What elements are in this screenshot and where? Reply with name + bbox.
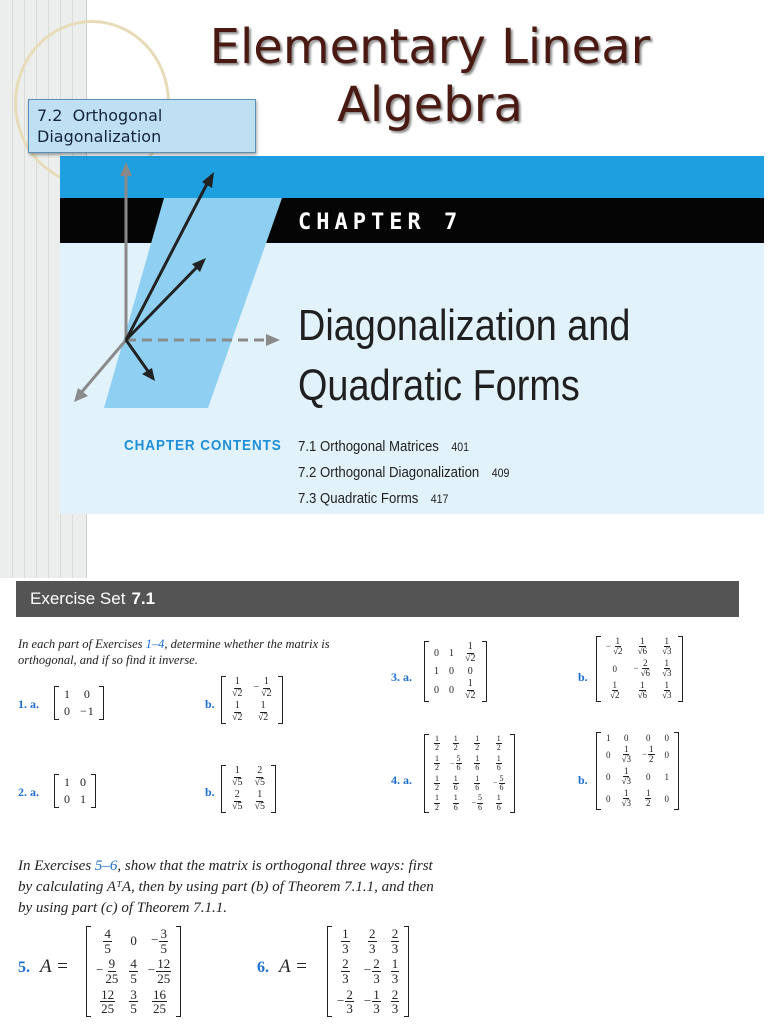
matrix-cell: $\frac{1}{3}$ <box>391 956 399 986</box>
matrix-cell: $\frac{2}{3}$ <box>391 986 399 1017</box>
matrix-cell: 0 <box>64 792 70 806</box>
toc-item[interactable] <box>298 464 509 481</box>
matrix-cell: $\frac{1}{2}$ <box>435 734 439 753</box>
matrix-cell: $\frac{3}{5}$ <box>130 986 137 1017</box>
matrix-cell: $\frac{1}{√2}$ <box>257 700 269 723</box>
margin-stripe <box>12 0 13 578</box>
exercise-label: 1. a. <box>18 697 39 711</box>
section-number: 7.2 <box>37 106 63 125</box>
matrix-cell: $\frac{1}{√3}$ <box>662 636 672 657</box>
matrix-cell: − $\frac{5}{6}$ <box>450 753 461 773</box>
right-bracket <box>176 926 181 1017</box>
exercise-label: 2. a. <box>18 785 39 799</box>
matrix-cell: 1 <box>449 647 454 659</box>
matrix-ex2a <box>54 774 96 808</box>
matrix-cell: 1 <box>64 775 70 789</box>
instruction-text: , show that the matrix is orthogonal three ways: first <box>117 858 433 874</box>
right-bracket <box>678 636 683 702</box>
chapter-title-line2: Quadratic Forms <box>298 361 580 410</box>
section-name-line2: Diagonalization <box>37 127 162 146</box>
matrix-cell: 1 <box>434 666 439 677</box>
matrix-cell: $\frac{16}{25}$ <box>153 986 167 1017</box>
equation-lhs: A = <box>279 956 308 977</box>
matrix-cell: $\frac{1}{√3}$ <box>621 765 631 787</box>
equation-ex6 <box>257 956 308 978</box>
right-bracket <box>674 732 679 810</box>
matrix-cell: 0 <box>664 793 670 804</box>
matrix-cell: $\frac{1}{2}$ <box>453 734 458 753</box>
matrix-cell: 1 <box>64 687 70 701</box>
toc-item-page: 401 <box>451 440 469 454</box>
matrix-cell: $\frac{1}{6}$ <box>475 753 480 773</box>
instruction-text: by calculating AᵀA, then by using part (b) of Theorem 7.1.1, and then <box>18 879 434 895</box>
matrix-cell: 1 <box>80 792 86 806</box>
matrix-cell: $\frac{2}{3}$ <box>391 926 399 956</box>
matrix-cell: 0 <box>467 666 473 677</box>
matrix-cell: $\frac{1}{2}$ <box>435 753 439 773</box>
matrix-cell: 0 <box>645 733 651 743</box>
matrix-ex5 <box>86 926 181 1017</box>
matrix-cell: $\frac{1}{√2}$ <box>232 676 243 699</box>
toc-item-page: 417 <box>430 492 449 506</box>
right-bracket <box>404 926 409 1017</box>
matrix-ex1b <box>221 676 283 724</box>
toc-item[interactable] <box>298 438 469 455</box>
matrix-cell: − $\frac{5}{6}$ <box>471 793 483 812</box>
matrix-cell: 0 <box>449 684 454 696</box>
matrix-cell: $\frac{4}{5}$ <box>130 956 137 986</box>
matrix-cell: $\frac{1}{√6}$ <box>637 636 648 657</box>
matrix-cell: 0 <box>434 647 439 659</box>
matrix-cell: 0 <box>612 663 618 674</box>
matrix-cell: $\frac{1}{√3}$ <box>621 744 631 765</box>
matrix-cell: − $\frac{5}{6}$ <box>493 773 504 792</box>
matrix-cell: $\frac{1}{6}$ <box>453 773 458 792</box>
matrix-cell: − $\frac{2}{√6}$ <box>633 657 651 679</box>
exercise-range-link[interactable]: 1–4 <box>145 637 165 651</box>
matrix-cell: $\frac{1}{√2}$ <box>232 700 243 723</box>
matrix-cell: $\frac{1}{2}$ <box>475 734 480 753</box>
chapter-contents-label: CHAPTER CONTENTS <box>124 437 282 454</box>
section-name-line1: Orthogonal <box>72 106 163 125</box>
exercise-label: 6. <box>257 959 269 976</box>
matrix-cell: $\frac{1}{√6}$ <box>637 679 648 701</box>
matrix-cell: $\frac{1}{6}$ <box>475 773 480 792</box>
right-bracket <box>482 641 487 702</box>
right-bracket <box>510 734 515 813</box>
axis-arrowhead <box>266 334 280 346</box>
exercise-label: b. <box>205 697 215 711</box>
matrix-cell: − $\frac{1}{2}$ <box>641 744 654 765</box>
matrix-cell: $\frac{1}{3}$ <box>342 926 349 956</box>
matrix-cell: $\frac{1}{6}$ <box>453 793 458 812</box>
chapter-title <box>298 296 630 416</box>
matrix-ex1a <box>54 686 104 720</box>
exercise-instruction-1 <box>18 636 330 668</box>
toc-item-title: Orthogonal Diagonalization <box>320 464 480 481</box>
toc-item-title: Orthogonal Matrices <box>320 438 439 455</box>
matrix-cell: 1 <box>606 733 611 743</box>
matrix-cell: 0 <box>664 733 670 743</box>
exercise-label: 5. <box>18 959 30 976</box>
matrix-cell: 0 <box>130 933 137 949</box>
matrix-cell: − $\frac{12}{25}$ <box>147 956 171 986</box>
instruction-text: In each part of Exercises <box>18 637 146 651</box>
matrix-cell: 0 <box>449 666 454 677</box>
matrix-cell: $\frac{1}{2}$ <box>496 734 501 753</box>
matrix-cell: − $\frac{2}{3}$ <box>337 986 353 1017</box>
matrix-cell: $\frac{4}{5}$ <box>104 926 111 956</box>
matrix-cell: $\frac{1}{2}$ <box>645 787 651 809</box>
axis-arrowhead <box>120 162 132 176</box>
matrix-cell: $\frac{12}{25}$ <box>101 986 115 1017</box>
right-bracket <box>99 686 104 720</box>
matrix-cell: $\frac{2}{3}$ <box>369 926 376 956</box>
instruction-text: In Exercises <box>18 858 95 874</box>
matrix-cell: $\frac{1}{6}$ <box>496 793 501 812</box>
exercise-label: b. <box>205 785 215 799</box>
exercise-instruction-2 <box>18 856 434 919</box>
matrix-cell: $\frac{1}{√2}$ <box>465 641 476 664</box>
matrix-cell: 1 <box>664 771 670 782</box>
matrix-cell: $\frac{2}{√5}$ <box>232 789 243 812</box>
section-label-box <box>28 99 256 153</box>
matrix-cell: $\frac{1}{2}$ <box>435 773 439 792</box>
matrix-cell: $\frac{1}{√3}$ <box>621 787 631 809</box>
matrix-ex2b <box>221 765 276 813</box>
matrix-cell: 0 <box>606 749 611 760</box>
matrix-cell: 0 <box>645 771 651 782</box>
matrix-cell: $\frac{1}{√3}$ <box>662 657 672 679</box>
exercise-label: 4. a. <box>391 773 412 787</box>
matrix-cell: 0 <box>606 771 611 782</box>
instruction-text: , determine whether the matrix is <box>164 637 330 651</box>
matrix-cell: 0 <box>623 733 629 743</box>
matrix-cell: − $\frac{3}{5}$ <box>151 926 167 956</box>
exercise-set-header <box>16 581 739 617</box>
matrix-cell: $\frac{1}{√3}$ <box>662 679 672 701</box>
matrix-cell: − $\frac{9}{25}$ <box>96 956 119 986</box>
right-bracket <box>278 676 283 724</box>
right-bracket <box>271 765 276 813</box>
matrix-cell: $\frac{2}{3}$ <box>342 956 349 986</box>
matrix-cell: 0 <box>83 687 90 701</box>
matrix-ex3a <box>424 641 487 702</box>
matrix-ex4a <box>424 734 515 813</box>
matrix-ex4b <box>596 732 679 810</box>
matrix-cell: $\frac{1}{√2}$ <box>610 679 620 701</box>
toc-item-number: 7.1 <box>298 438 317 455</box>
exercise-label: 3. a. <box>391 670 412 684</box>
instruction-text: by using part (c) of Theorem 7.1.1. <box>18 900 228 916</box>
matrix-cell: 0 <box>606 793 611 804</box>
matrix-cell: −1 <box>80 704 94 718</box>
right-bracket <box>91 774 96 808</box>
matrix-cell: $\frac{1}{2}$ <box>435 793 439 812</box>
chapter-title-line1: Diagonalization and <box>298 301 631 350</box>
matrix-cell: 0 <box>80 775 86 789</box>
instruction-text: orthogonal, and if so find it inverse. <box>18 653 198 667</box>
axis-arrowhead <box>74 388 88 402</box>
plane-shape <box>104 198 282 408</box>
matrix-cell: − $\frac{1}{√2}$ <box>253 676 272 699</box>
chapter-heading: CHAPTER 7 <box>298 210 463 235</box>
equation-lhs: A = <box>40 956 69 977</box>
slide-title-line2: Algebra <box>337 77 523 133</box>
toc-item-number: 7.2 <box>298 464 317 481</box>
vector-arrowhead <box>202 172 214 188</box>
matrix-cell: $\frac{2}{√5}$ <box>254 765 265 788</box>
toc-item-title: Quadratic Forms <box>320 490 419 507</box>
matrix-cell: − $\frac{2}{3}$ <box>363 956 380 986</box>
vector-illustration <box>60 156 300 514</box>
matrix-cell: $\frac{1}{√5}$ <box>254 789 265 812</box>
chapter-banner <box>60 156 764 514</box>
matrix-ex3b <box>596 636 683 702</box>
matrix-cell: $\frac{1}{√5}$ <box>232 765 243 788</box>
slide-title-line1: Elementary Linear <box>209 19 651 75</box>
exercise-label: b. <box>578 773 588 787</box>
equation-ex5 <box>18 956 69 978</box>
matrix-cell: − $\frac{1}{√2}$ <box>606 636 623 657</box>
exercise-set-number: 7.1 <box>131 589 156 608</box>
matrix-cell: − $\frac{1}{3}$ <box>363 986 380 1017</box>
toc-item[interactable] <box>298 490 448 507</box>
toc-item-page: 409 <box>491 466 510 480</box>
matrix-cell: $\frac{1}{√2}$ <box>465 678 476 701</box>
matrix-ex6 <box>327 926 409 1017</box>
exercise-set-label: Exercise Set <box>30 589 126 608</box>
toc-item-number: 7.3 <box>298 490 317 507</box>
matrix-cell: 0 <box>64 704 70 718</box>
matrix-cell: 0 <box>434 684 439 696</box>
matrix-cell: $\frac{1}{6}$ <box>496 753 501 773</box>
exercise-label: b. <box>578 670 588 684</box>
exercise-range-link[interactable]: 5–6 <box>94 858 118 874</box>
matrix-cell: 0 <box>664 749 670 760</box>
